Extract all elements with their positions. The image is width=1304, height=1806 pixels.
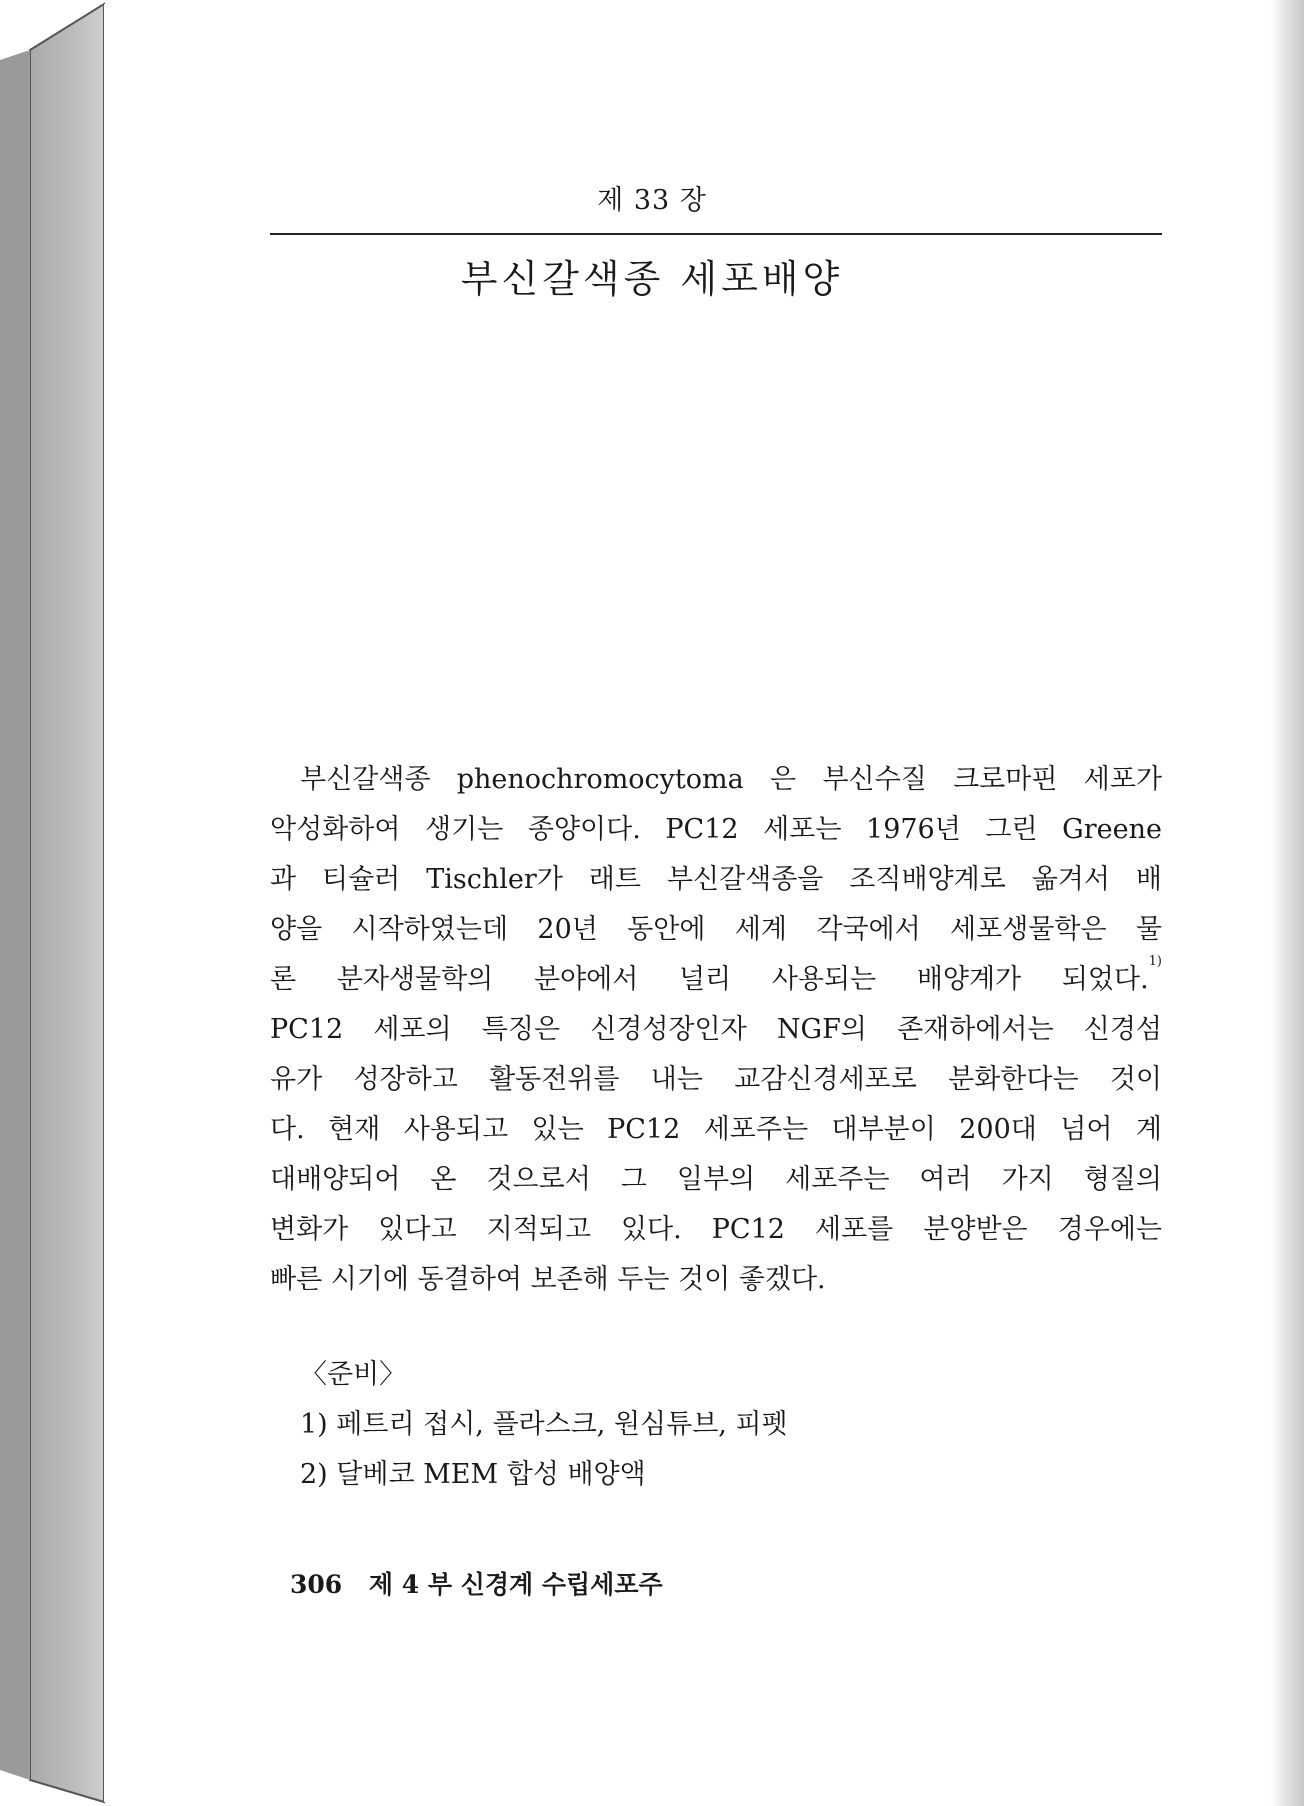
preparation-item: 1) 페트리 접시, 플라스크, 원심튜브, 피펫 bbox=[300, 1409, 788, 1440]
page-footer bbox=[290, 1565, 663, 1601]
body-line: PC12 세포의 특징은 신경성장인자 NGF의 존재하에서는 신경섬 bbox=[270, 1014, 1162, 1045]
chapter-title: 부신갈색종 세포배양 bbox=[460, 257, 844, 301]
preparation-item: 2) 달베코 MEM 합성 배양액 bbox=[300, 1459, 646, 1490]
body-line: 다. 현재 사용되고 있는 PC12 세포주는 대부분이 200대 넘어 계 bbox=[270, 1114, 1162, 1145]
body-line: 유가 성장하고 활동전위를 내는 교감신경세포로 분화한다는 것이 bbox=[270, 1064, 1162, 1095]
body-line: 부신갈색종 phenochromocytoma 은 부신수질 크로마핀 세포가 bbox=[300, 764, 1162, 795]
body-line: 악성화하여 생기는 종양이다. PC12 세포는 1976년 그린 Greene bbox=[270, 814, 1162, 845]
footnote-ref: 1) bbox=[1148, 954, 1162, 969]
body-line-with-footnote bbox=[270, 955, 1162, 1005]
chapter-rule bbox=[270, 233, 1162, 235]
body-line: 변화가 있다고 지적되고 있다. PC12 세포를 분양받은 경우에는 bbox=[270, 1214, 1162, 1245]
body-line: 빠른 시기에 동결하여 보존해 두는 것이 좋겠다. bbox=[270, 1264, 826, 1295]
page-number: 306 bbox=[290, 1570, 343, 1599]
footer-part-title: 제 4 부 신경계 수립세포주 bbox=[368, 1570, 663, 1599]
body-line: 양을 시작하였는데 20년 동안에 세계 각국에서 세포생물학은 물 bbox=[270, 914, 1162, 945]
preparation-section bbox=[300, 1350, 788, 1500]
body-line: 과 티슐러 Tischler가 래트 부신갈색종을 조직배양계로 옮겨서 배 bbox=[270, 864, 1162, 895]
body-line-text: 론 분자생물학의 분야에서 널리 사용되는 배양계가 되었다. bbox=[270, 964, 1149, 995]
body-paragraph bbox=[270, 755, 1162, 1305]
body-line: 대배양되어 온 것으로서 그 일부의 세포주는 여러 가지 형질의 bbox=[270, 1164, 1162, 1195]
chapter-label: 제 33 장 bbox=[597, 185, 707, 216]
preparation-heading: 〈준비〉 bbox=[300, 1359, 407, 1390]
